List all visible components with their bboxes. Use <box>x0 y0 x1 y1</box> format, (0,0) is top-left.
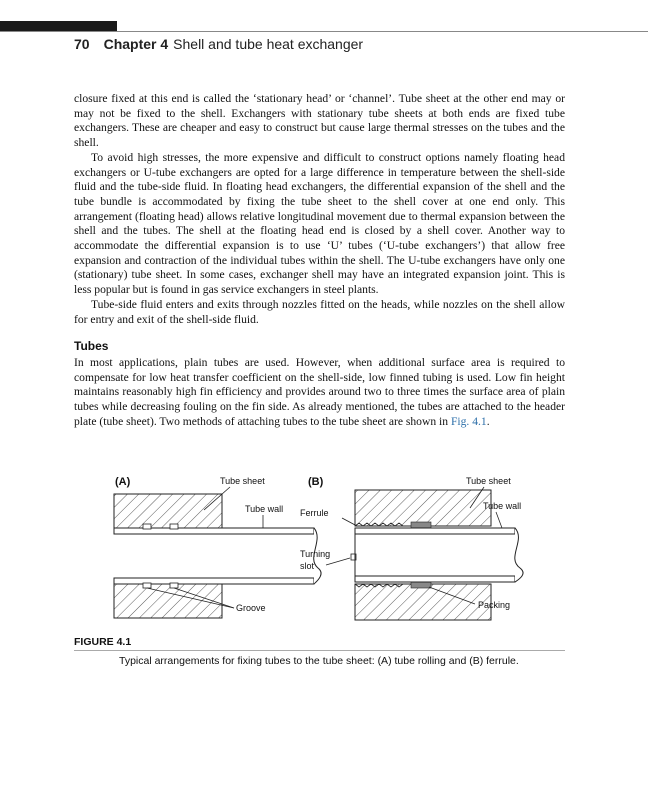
tube-wall-upper <box>355 528 515 534</box>
figure-caption: Typical arrangements for fixing tubes to the tube sheet: (A) tube rolling and (B) ferrule. <box>119 655 519 667</box>
chapter-title: Shell and tube heat exchanger <box>173 36 364 52</box>
a-tube-sheet-label: Tube sheet <box>220 476 265 486</box>
b-turning-label: Turning <box>300 549 331 559</box>
paragraph: closure fixed at this end is called the ‘stationary head’ or ‘channel’. Tube sheet at the other end may or may not be fixed to the shell. Exchangers with stationary tube sheets at both ends are fixed tube exchangers. These are cheaper and easy to construct but cause large thermal stresses on the tubes and the shell. <box>74 92 565 150</box>
tube-sheet-upper <box>355 490 491 526</box>
running-header <box>74 36 363 52</box>
groove <box>170 583 178 588</box>
b-tube-sheet-label: Tube sheet <box>466 476 511 486</box>
paragraph: Tube-side fluid enters and exits through nozzles fitted on the heads, while nozzles on the shell allow for entry and exit of the shell-side fluid. <box>74 297 565 326</box>
a-tube-wall-label: Tube wall <box>245 504 284 514</box>
panel-a <box>114 476 321 618</box>
section-heading: Tubes <box>74 339 109 354</box>
groove <box>143 583 151 588</box>
chapter-label: Chapter 4 <box>103 36 169 52</box>
panel-b <box>300 476 523 620</box>
caption-rule <box>74 650 565 651</box>
figure-link[interactable]: Fig. 4.1 <box>450 414 487 428</box>
label-a: (A) <box>115 476 131 488</box>
groove <box>170 524 178 529</box>
period: . <box>486 414 490 428</box>
tube-bore <box>114 534 314 578</box>
packing-lower <box>411 582 431 588</box>
section-text: In most applications, plain tubes are used. However, when additional surface area is required to compensate for low heat transfer coefficient on the shell-side, low finned tubing is used. Low fin height maintains reasonably high fin efficiency and provides around two to three times the surface area of plain tubes while decreasing fouling on the fin side. As already mentioned, the tubes are attached to the header plate (tube sheet). Two methods of attaching tubes to the tube sheet are shown in <box>74 355 565 428</box>
tube-sheet-upper <box>114 494 222 528</box>
body-text <box>74 92 565 429</box>
figure-4-1 <box>74 468 565 638</box>
groove <box>143 524 151 529</box>
a-groove-label: Groove <box>236 603 266 613</box>
paragraph: To avoid high stresses, the more expensive and difficult to construct options namely floating head exchangers or U-tube exchangers are opted for a large difference in temperature between the shell-side fluid and the tube-side fluid. In floating head exchangers, the differential expansion of the shell and the tube bundle is accommodated by fixing the tube sheet to the shell cover at one end only. This arrangement (floating head) allows relative longitudinal movement due to thermal expansion between the shell and the tubes. The shell at the floating head end is closed by a shell cover. Another way to accommodate the differential expansion is to use ‘U’ tubes (‘U-tube exchangers’) that allow free expansion and contraction of the individual tubes within the shell. The U-tube exchangers have only one (stationary) tube sheet. In some cases, exchanger shell may have an integrated expansion joint. This is less popular but is found in gas service exchangers in steel plants. <box>74 150 565 297</box>
tube-sheet-lower <box>114 584 222 618</box>
page-number: 70 <box>74 36 90 52</box>
b-ferrule-label: Ferrule <box>300 508 329 518</box>
header-rule <box>0 31 648 32</box>
b-packing-label: Packing <box>478 600 511 610</box>
tube-break <box>515 528 523 582</box>
figure-drawing <box>74 468 565 638</box>
tube-wall-lower <box>355 576 515 582</box>
figure-number: FIGURE 4.1 <box>74 636 132 648</box>
b-tube-wall-label: Tube wall <box>483 501 522 511</box>
packing-upper <box>411 522 431 528</box>
label-b: (B) <box>308 476 324 488</box>
paragraph <box>74 356 565 430</box>
b-slot-label: slot <box>300 561 315 571</box>
